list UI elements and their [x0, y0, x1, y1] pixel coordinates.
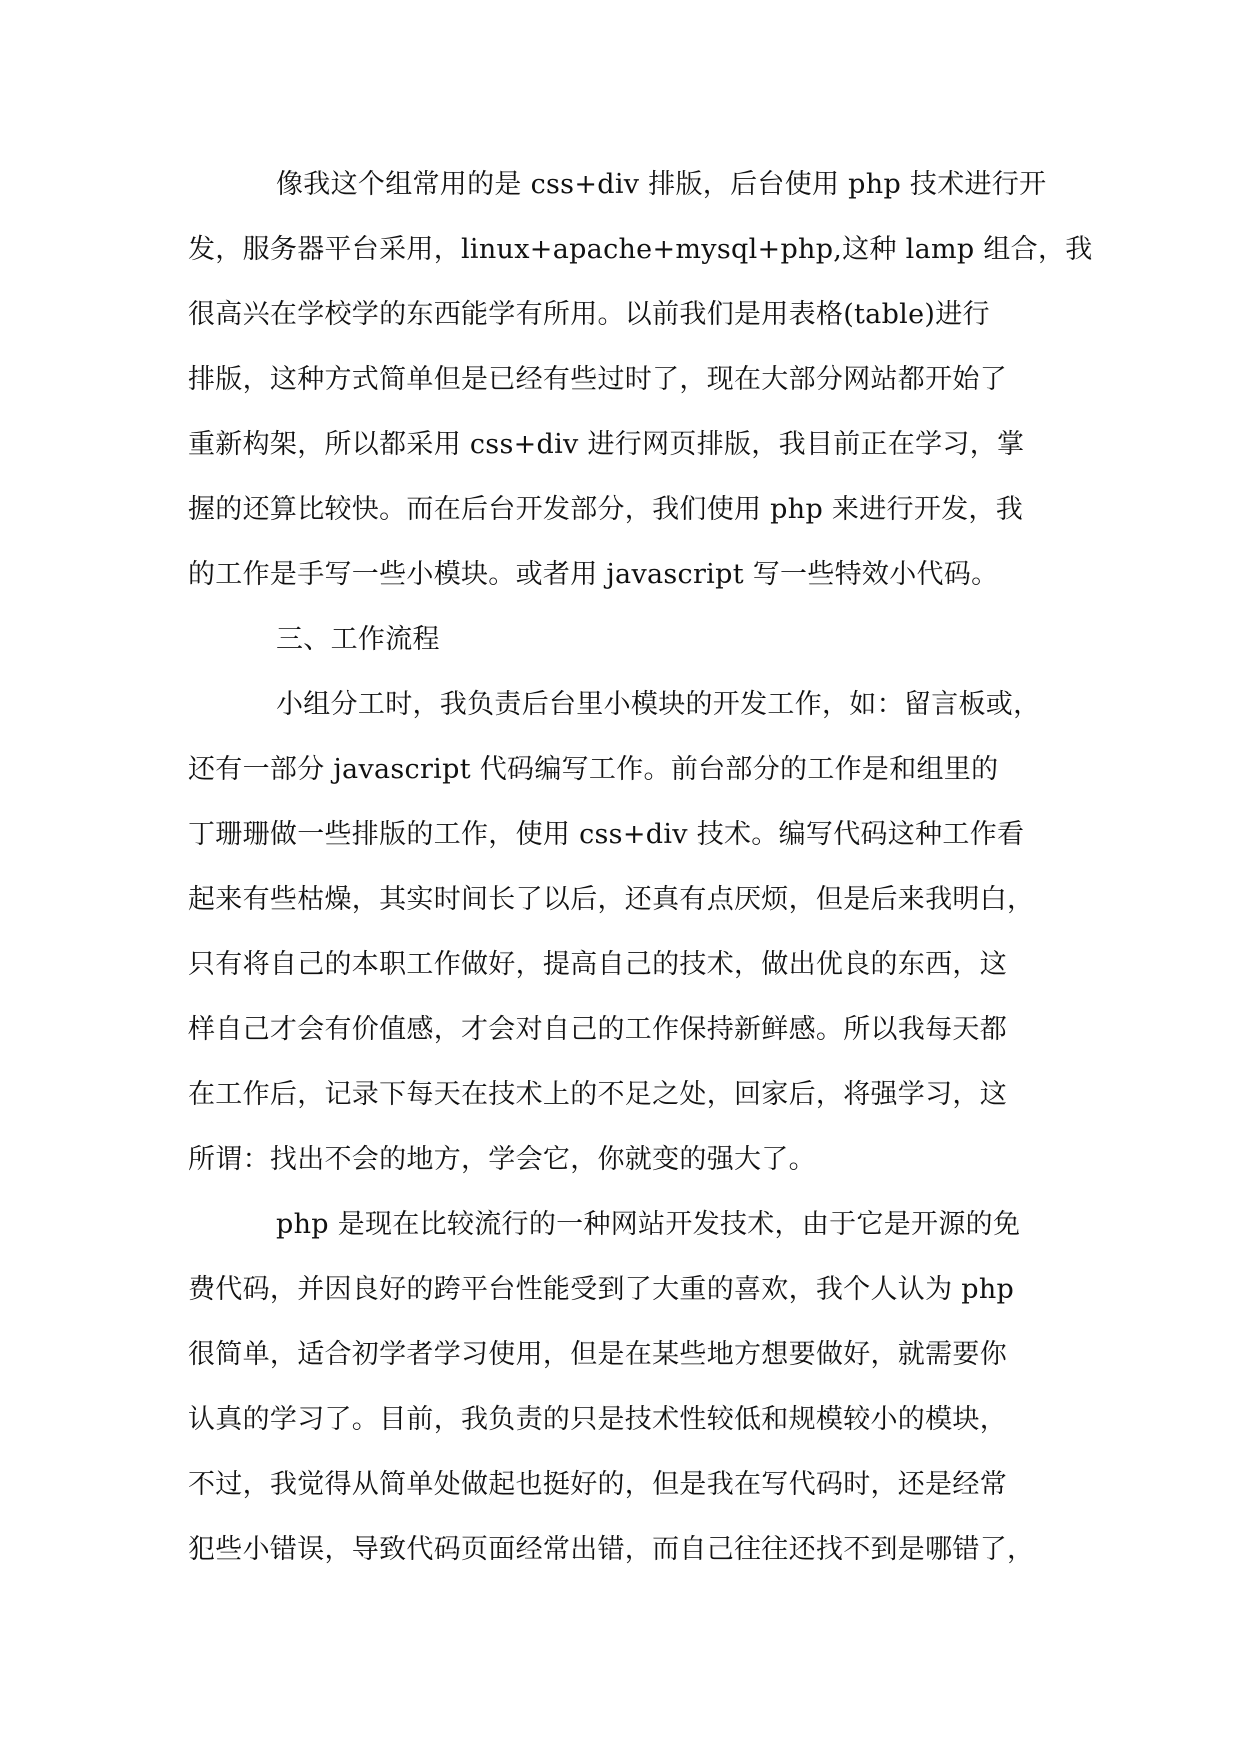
- text-line: 丁珊珊做一些排版的工作，使用 css+div 技术。编写代码这种工作看: [188, 819, 1025, 850]
- text-line: 样自己才会有价值感，才会对自己的工作保持新鲜感。所以我每天都: [188, 1014, 1007, 1045]
- text-line: 费代码，并因良好的跨平台性能受到了大重的喜欢，我个人认为 php: [188, 1274, 1015, 1305]
- text-line: 只有将自己的本职工作做好，提高自己的技术，做出优良的东西，这: [188, 949, 1007, 980]
- text-line: 小组分工时，我负责后台里小模块的开发工作，如：留言板或，: [276, 689, 1041, 720]
- text-line: 握的还算比较快。而在后台开发部分，我们使用 php 来进行开发，我: [188, 494, 1024, 525]
- body-text: [188, 152, 1093, 1582]
- text-line: 所谓：找出不会的地方，学会它，你就变的强大了。: [188, 1144, 816, 1175]
- text-line: 在工作后，记录下每天在技术上的不足之处，回家后，将强学习，这: [188, 1079, 1007, 1110]
- text-line: 很高兴在学校学的东西能学有所用。以前我们是用表格(table)进行: [188, 299, 990, 330]
- section-heading: 三、工作流程: [276, 624, 440, 655]
- text-line: 犯些小错误，导致代码页面经常出错，而自己往往还找不到是哪错了，: [188, 1534, 1035, 1565]
- text-line: 很简单，适合初学者学习使用，但是在某些地方想要做好，就需要你: [188, 1339, 1007, 1370]
- text-line: 不过，我觉得从简单处做起也挺好的，但是我在写代码时，还是经常: [188, 1469, 1007, 1500]
- text-line: 起来有些枯燥，其实时间长了以后，还真有点厌烦，但是后来我明白，: [188, 884, 1035, 915]
- text-line: php 是现在比较流行的一种网站开发技术，由于它是开源的免: [276, 1209, 1021, 1240]
- text-line: 的工作是手写一些小模块。或者用 javascript 写一些特效小代码。: [188, 559, 999, 590]
- text-line: 认真的学习了。目前，我负责的只是技术性较低和规模较小的模块，: [188, 1404, 1007, 1435]
- text-line: 还有一部分 javascript 代码编写工作。前台部分的工作是和组里的: [188, 754, 999, 785]
- text-line: 像我这个组常用的是 css+div 排版，后台使用 php 技术进行开: [276, 169, 1047, 200]
- text-line: 重新构架，所以都采用 css+div 进行网页排版，我目前正在学习，掌: [188, 429, 1025, 460]
- text-line: 排版，这种方式简单但是已经有些过时了，现在大部分网站都开始了: [188, 364, 1007, 395]
- text-line: 发，服务器平台采用，linux+apache+mysql+php,这种 lamp 组合，我: [188, 234, 1093, 265]
